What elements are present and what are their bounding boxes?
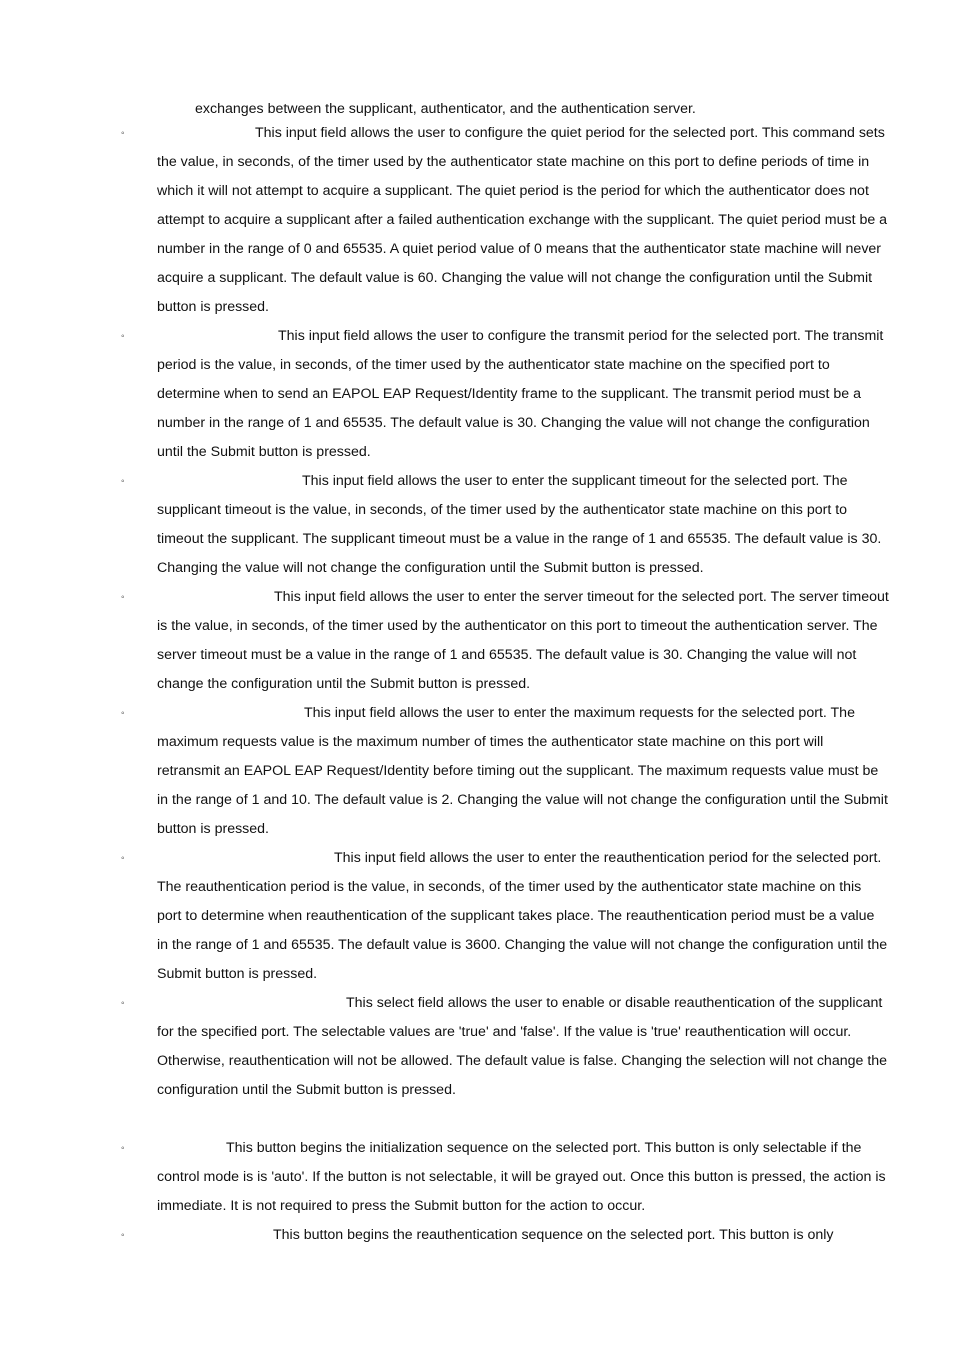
list-item-text: This input field allows the user to enter the maximum requests for the selected port. The maximum requests value is the maximum number of times the authenticator state machine on this port will retransmit an EAPOL EAP Request/Identity before timing out the supplicant. The maximum requests value must be in the range of 1 and 10. The default value is 2. Changing the value will not change the configuration until the Submit button is pressed. bbox=[157, 705, 888, 837]
list-item-server-timeout bbox=[0, 583, 889, 699]
list-item-text: This button begins the reauthentication sequence on the selected port. This button is only bbox=[273, 1227, 834, 1243]
list-item-maximum-requests bbox=[0, 699, 889, 844]
list-item-initialize bbox=[0, 1134, 889, 1221]
list-item-transmit-period bbox=[0, 322, 889, 467]
list-item-reauthenticate bbox=[0, 1221, 889, 1250]
list-item-reauthentication-enabled bbox=[0, 989, 889, 1105]
list-item-text: This input field allows the user to configure the transmit period for the selected port. The transmit period is the value, in seconds, of the timer used by the authenticator state machine on the specified port to determine when to send an EAPOL EAP Request/Identity frame to the supplicant. The transmit period must be a number in the range of 1 and 65535. The default value is 30. Changing the value will not change the configuration until the Submit button is pressed. bbox=[157, 328, 884, 460]
list-item-text: This select field allows the user to enable or disable reauthentication of the supplicant for the specified port. The selectable values are 'true' and 'false'. If the value is 'true' reauthentication will occur. Otherwise, reauthentication will not be allowed. The default value is false. Changing the selection will not change the configuration until the Submit button is pressed. bbox=[157, 995, 888, 1098]
list-item-reauthentication-period bbox=[0, 844, 889, 989]
continuation-text: exchanges between the supplicant, authenticator, and the authentication server. bbox=[195, 101, 696, 117]
list-item-text: This input field allows the user to enter the reauthentication period for the selected port. The reauthentication period is the value, in seconds, of the timer used by the authenticator state machine on this port to determine when reauthentication of the supplicant takes place. The reauthentication period must be a value in the range of 1 and 65535. The default value is 3600. Changing the value will not change the configuration until the Submit button is pressed. bbox=[157, 850, 888, 982]
list-item-text: This input field allows the user to enter the supplicant timeout for the selected port. The supplicant timeout is the value, in seconds, of the timer used by the authenticator state machine on this port to timeout the supplicant. The supplicant timeout must be a value in the range of 1 and 65535. The default value is 30. Changing the value will not change the configuration until the Submit button is pressed. bbox=[157, 473, 882, 576]
field-description-list bbox=[0, 119, 954, 1250]
list-item-text: This input field allows the user to enter the server timeout for the selected port. The server timeout is the value, in seconds, of the timer used by the authenticator on this port to timeout the authentication server. The server timeout must be a value in the range of 1 and 65535. The default value is 30. Changing the value will not change the configuration until the Submit button is pressed. bbox=[157, 589, 889, 692]
bullet-icon: ◦ bbox=[121, 1230, 125, 1241]
bullet-icon: ◦ bbox=[121, 853, 125, 864]
bullet-icon: ◦ bbox=[121, 331, 125, 342]
bullet-icon: ◦ bbox=[121, 998, 125, 1009]
bullet-icon: ◦ bbox=[121, 128, 125, 139]
bullet-icon: ◦ bbox=[121, 592, 125, 603]
list-item-quiet-period bbox=[0, 119, 889, 322]
bullet-icon: ◦ bbox=[121, 1143, 125, 1154]
bullet-icon: ◦ bbox=[121, 708, 125, 719]
list-item-text: This input field allows the user to configure the quiet period for the selected port. This command sets the value, in seconds, of the timer used by the authenticator state machine on this port to define periods of time in which it will not attempt to acquire a supplicant. The quiet period is the period for which the authenticator does not attempt to acquire a supplicant after a failed authentication exchange with the supplicant. The quiet period must be a number in the range of 0 and 65535. A quiet period value of 0 means that the authenticator state machine will never acquire a supplicant. The default value is 60. Changing the value will not change the configuration until the Submit button is pressed. bbox=[157, 125, 888, 315]
list-item-supplicant-timeout bbox=[0, 467, 889, 583]
list-item-text: This button begins the initialization sequence on the selected port. This button is only selectable if the control mode is is 'auto'. If the button is not selectable, it will be grayed out. Once this button is pressed, the action is immediate. It is not required to press the Submit button for the action to occur. bbox=[157, 1140, 886, 1214]
bullet-icon: ◦ bbox=[121, 476, 125, 487]
